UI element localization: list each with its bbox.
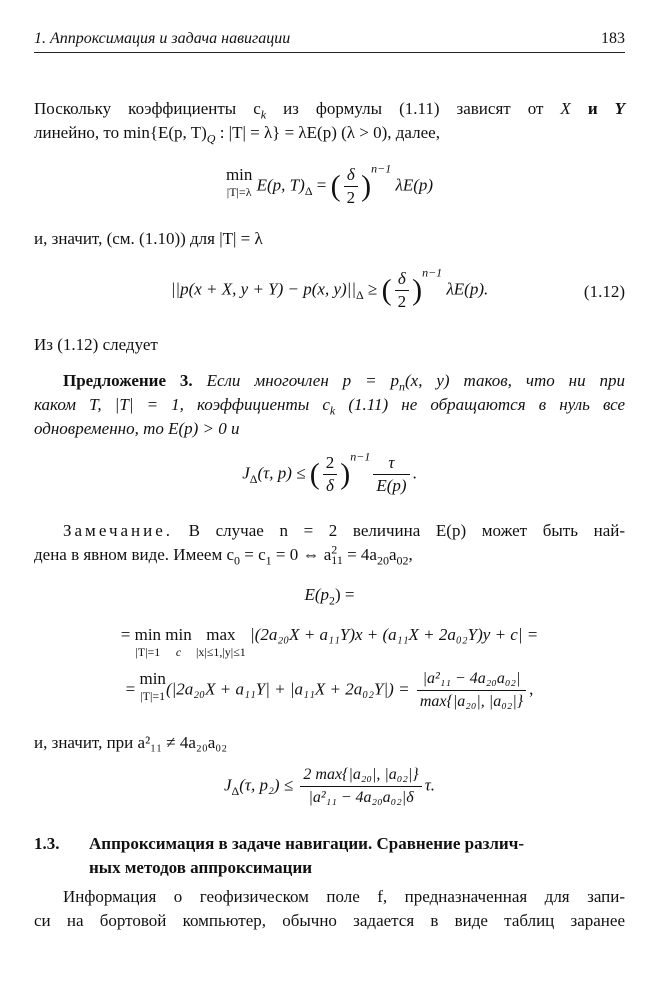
equation-min-min-max: = min |T|=1 min c max |x|≤1,|y|≤1 |(2a₂₀X + a₁₁Y)x + (a₁₁X + 2a₀₂Y)y + c| = (120, 625, 539, 659)
paragraph-4: и, значит, при a²₁₁ ≠ 4a₂₀a₀₂ (34, 733, 228, 752)
proposition-line-1: Предложение 3. Если многочлен $p = p_n(x$, y) таков, что ни при (63, 371, 626, 394)
equation-min-E: min |T|=λ E(p, $T)_\Delta$ = ( $\frac{\delta}{2}$ )$^{n-1}$ λE(p) (225, 161, 434, 207)
paragraph-1-line-1: Поскольку коэффициенты $c_k$ из формулы (1.11) зависят от X и Y (34, 99, 626, 122)
running-header (34, 28, 625, 53)
section-title-line-2: ных методов аппроксимации (89, 858, 313, 877)
section-title-line-1: Аппроксимация в задаче навигации. Сравнение различ- (89, 834, 524, 853)
paragraph-2: и, значит, (см. (1.10)) для |T| = λ (34, 229, 263, 248)
proposition-line-2: каком T, |T| = 1, коэффициенты $c_k$ (1.11) не обращаются в нуль все (34, 395, 626, 418)
remark-line-2: дена в явном виде. Имеем $c_0 = c_1 = 0$ ⇔ $a^2_{11} = 4a_{20}a_{02}$, (34, 542, 413, 568)
chapter-title: 1. Аппроксимация и задача навигации (34, 30, 291, 47)
paragraph-5-line-1: Информация о геофизическом поле f, предназначенная для запи- (63, 887, 625, 906)
paragraph-5-line-2: си на бортовой компьютер, обычно задается в виде таблиц заранее (34, 911, 625, 930)
remark-line-1: Замечание. В случае n = 2 величина E(p) может быть най- (63, 521, 625, 540)
section-number: 1.3. (34, 834, 60, 853)
equation-min-abs: = min |T|=1 (|2a₂₀X + a₁₁Y| + |a₁₁X + 2a₀₂Y|) = $\frac{\text{|a²₁₁ − 4a₂₀a₀₂|}}{\text{max\{|a₂₀|, |a₀₂|\}}}$ , (125, 669, 534, 710)
page-number: 183 (601, 30, 625, 47)
paragraph-1-line-2: линейно, то min{E(p, $T)_Q$ : |T| = λ} = λE(p) (λ > 0), далее, (34, 123, 440, 146)
equation-1-12: ||p(x + X, y + Y) − p(x, $y)||_\Delta$ ≥ ( $\frac{\delta}{2}$ )$^{n-1}$ λE(p). (170, 265, 489, 311)
equation-label: (1.12) (583, 282, 625, 301)
equation-E-p2: $E(p_2)$ = (304, 585, 355, 608)
section-heading (34, 832, 625, 880)
proposition-line-3: одновременно, то E(p) > 0 и (34, 419, 240, 438)
equation-J-bound: $J_\Delta(\tau$, p) ≤ ( $\frac{2}{\delta}$ )$^{n-1}$ $\frac{\tau}{E(p)}$ . (242, 449, 417, 495)
equation-J-p2: $J_\Delta(\tau$, p₂) ≤ $\frac{\text{2 max\{|a₂₀|, |a₀₂|\}}}{\text{|a²₁₁ − 4a₂₀a₀₂|δ}}$ τ. (223, 766, 436, 806)
paragraph-3: Из (1.12) следует (34, 335, 158, 354)
